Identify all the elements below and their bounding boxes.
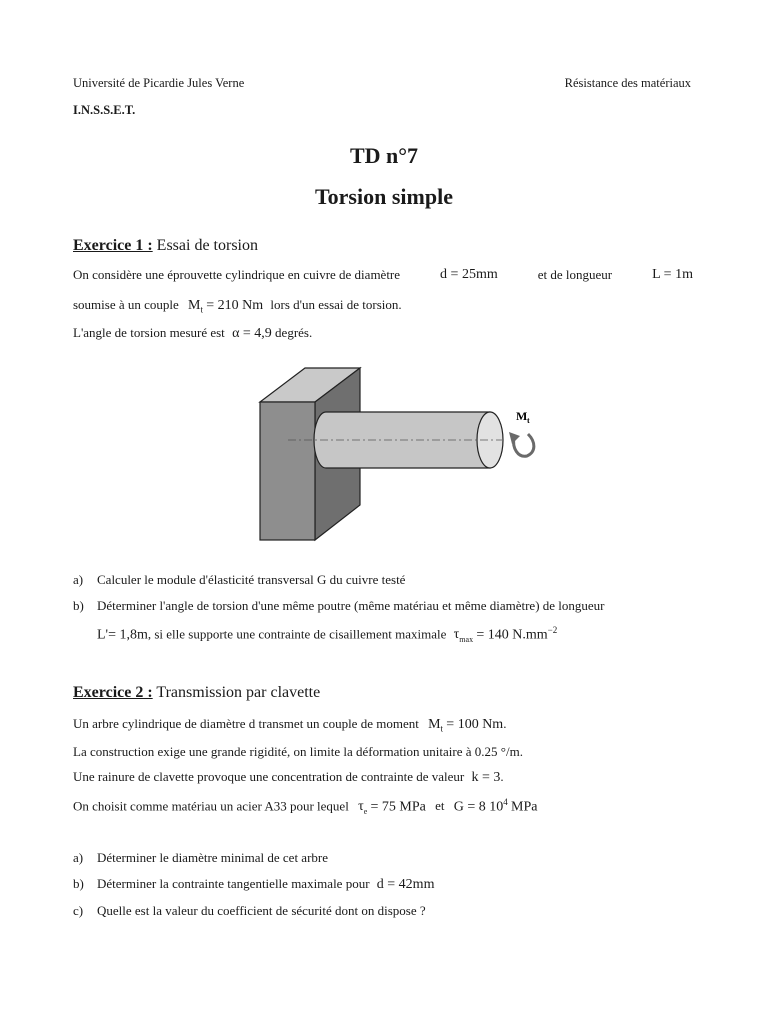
exercise1-line2: soumise à un couple $M_t = 210$ Nm lors d'un essai de torsion.	[73, 297, 402, 315]
exercise2-line4: On choisit comme matériau un acier A33 pour lequel $\tau_e = 75$ MPa et G = 8 $10^4$ MPa	[73, 797, 538, 816]
exercise2-heading	[73, 684, 320, 702]
exercise2-line2: La construction exige une grande rigidité, on limite la déformation unitaire à 0.25 °/m.	[73, 744, 523, 759]
exercise2-label: Exercice 2 :	[73, 684, 153, 701]
exercise1-heading	[73, 237, 258, 255]
moment-label: M	[516, 409, 528, 423]
page-title: TD n°7	[349, 143, 419, 168]
exercise1-line1: On considère une éprouvette cylindrique en cuivre de diamètre d = 25mm et de longueur L = 1m	[73, 267, 693, 282]
page-subtitle: Torsion simple	[315, 184, 453, 209]
exercise1-name: Essai de torsion	[156, 237, 258, 254]
exercise2-line3: Une rainure de clavette provoque une concentration de contrainte de valeur k = 3.	[73, 769, 504, 785]
exercise2-line1: Un arbre cylindrique de diamètre d transmet un couple de moment $M_t = 100$ Nm.	[73, 716, 507, 734]
moment-label-sub: t	[527, 416, 530, 425]
course-name: Résistance des matériaux	[564, 76, 691, 90]
exercise2-name: Transmission par clavette	[156, 684, 321, 701]
block-front-face	[260, 402, 315, 540]
exercise1-question-b-cont: L'= 1,8m, si elle supporte une contrainte de cisaillement maximale $\tau_{max} = 140$ $N.mm^{-2}$	[97, 625, 558, 644]
university-name: Université de Picardie Jules Verne	[73, 76, 245, 90]
torsion-figure	[250, 360, 550, 550]
exercise1-line3: L'angle de torsion mesuré est α = 4,9 degrés.	[73, 325, 313, 341]
institute-name: I.N.S.S.E.T.	[73, 103, 136, 117]
exercise1-label: Exercice 1 :	[73, 237, 153, 254]
